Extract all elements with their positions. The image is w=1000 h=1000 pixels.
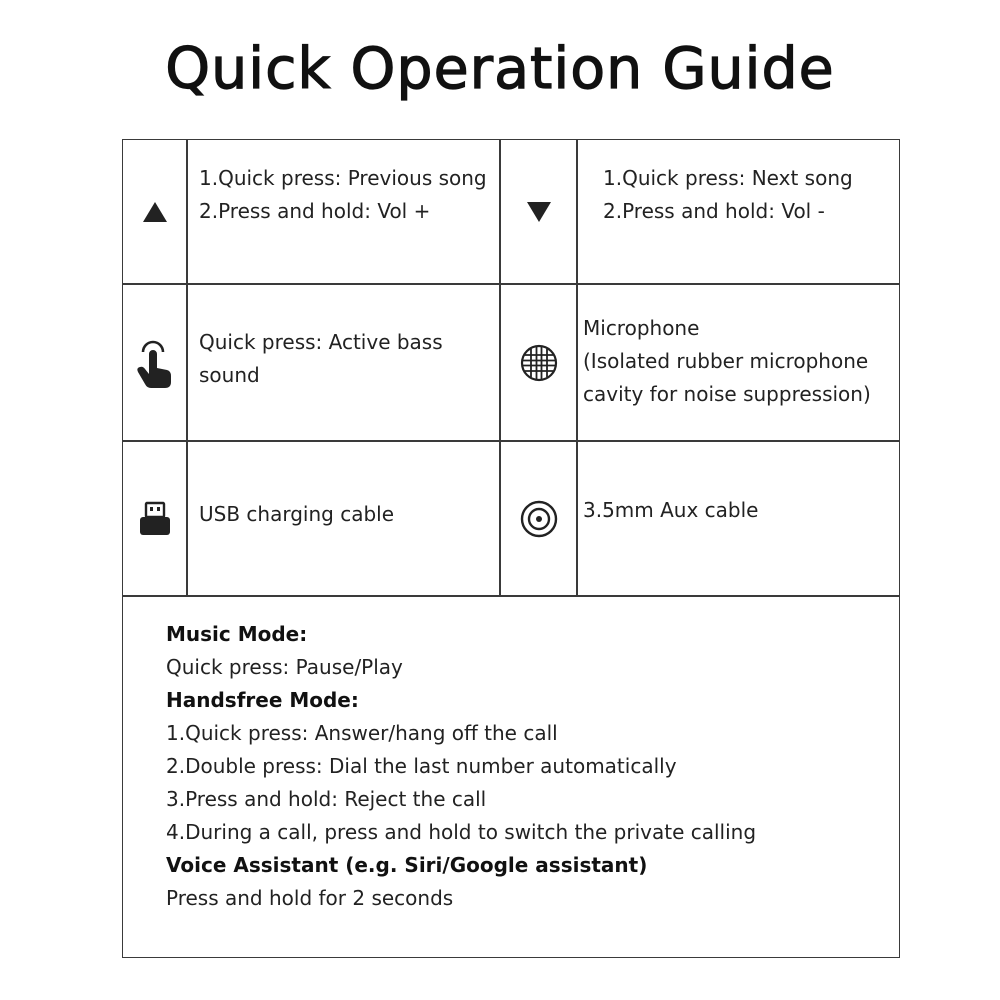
microphone-text xyxy=(583,312,871,411)
cell-line: 1.Quick press: Previous song xyxy=(199,166,487,190)
aux-jack-icon xyxy=(501,442,576,595)
finger-press-icon xyxy=(123,285,186,440)
handsfree-line: 1.Quick press: Answer/hang off the call xyxy=(166,721,558,745)
usb-cable-text xyxy=(199,498,394,531)
handsfree-line: 4.During a call, press and hold to switch the private calling xyxy=(166,820,757,844)
cell-line: sound xyxy=(199,363,260,387)
grid-line xyxy=(123,595,899,597)
cell-line: USB charging cable xyxy=(199,502,394,526)
handsfree-line: 2.Double press: Dial the last number automatically xyxy=(166,754,677,778)
grid-line xyxy=(186,140,188,596)
cell-line: Microphone xyxy=(583,316,700,340)
modes-section xyxy=(166,618,756,915)
cell-line: 2.Press and hold: Vol + xyxy=(199,199,431,223)
usb-port-icon xyxy=(123,442,186,595)
music-mode-heading: Music Mode: xyxy=(166,622,308,646)
cell-line: 2.Press and hold: Vol - xyxy=(603,199,825,223)
cell-line: 3.5mm Aux cable xyxy=(583,498,759,522)
next-song-text xyxy=(603,162,853,228)
aux-cable-text xyxy=(583,494,759,527)
triangle-up-icon xyxy=(123,140,186,283)
handsfree-line: 3.Press and hold: Reject the call xyxy=(166,787,487,811)
microphone-grille-icon xyxy=(501,285,576,440)
voice-assistant-line: Press and hold for 2 seconds xyxy=(166,886,454,910)
voice-assistant-heading: Voice Assistant (e.g. Siri/Google assistant) xyxy=(166,853,648,877)
operation-guide-table xyxy=(122,139,900,958)
triangle-down-icon xyxy=(501,140,576,283)
previous-song-text xyxy=(199,162,487,228)
grid-line xyxy=(576,140,578,596)
page-title: Quick Operation Guide xyxy=(165,36,835,102)
handsfree-mode-heading: Handsfree Mode: xyxy=(166,688,359,712)
active-bass-text xyxy=(199,326,443,392)
cell-line: 1.Quick press: Next song xyxy=(603,166,853,190)
cell-line: (Isolated rubber microphone xyxy=(583,349,869,373)
music-mode-line: Quick press: Pause/Play xyxy=(166,655,403,679)
cell-line: Quick press: Active bass xyxy=(199,330,443,354)
cell-line: cavity for noise suppression) xyxy=(583,382,871,406)
